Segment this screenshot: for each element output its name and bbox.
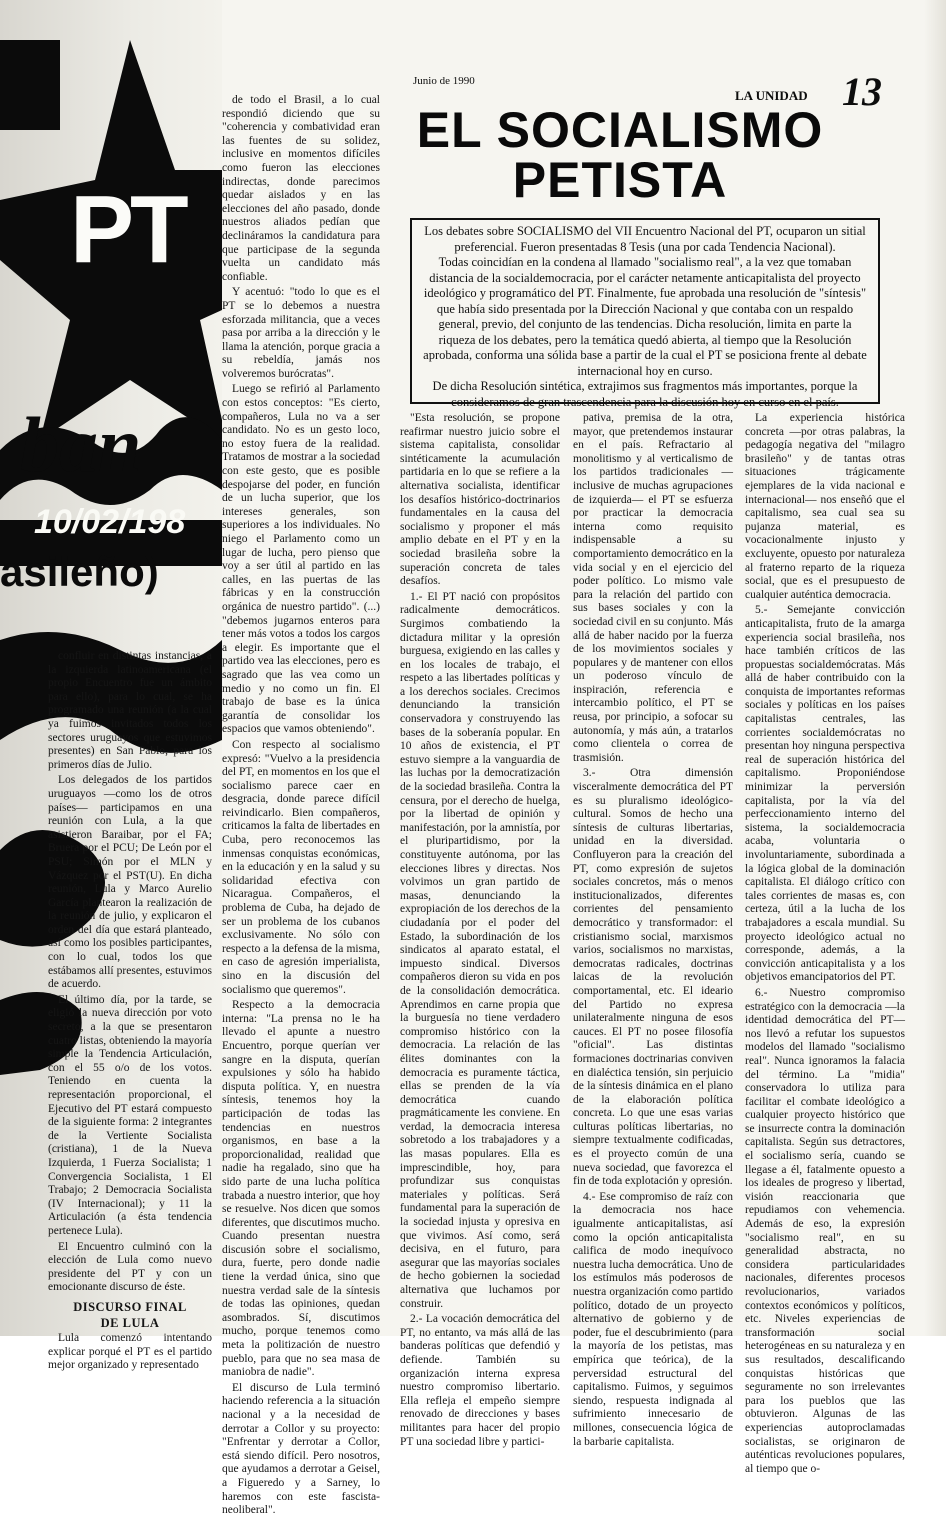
paragraph: 2.- La vocación democrática del PT, no entanto, va más allá de las banderas políticas que defendió y defiende. También su organización interna expresa nuestro compromiso libertario. Ella refleja el empeño siempre renovado de direcciones y bases militantes para hacer del propio PT una sociedad libre y partici- xyxy=(400,1313,560,1448)
paragraph: 5.- Semejante convicción anticapitalista, fruto de la amarga experiencia social brasileña, nos hace también críticos de las propuestas socialdemócratas. Más allá de haber contribuido con la conquista de importantes reformas sociales y políticas en los países capitalistas centrales, las corrientes socialdemócratas no presentan hoy ninguna perspectiva real de superación histórica del capitalismo. Proponiéndose minimizar la perversión capitalista, por la vía del perfeccionamiento interno del sistema, la socialdemocracia acaba, voluntaria o involuntariamente, subordinada a la lógica global de la dominación capitalista. El diálogo crítico con tales corrientes de masas es, con certeza, útil a la lucha de los trabajadores a escala mundial. Su proyecto ideológico actual no corresponde, además, a la convicción anticapitalista y a los objetivos emancipatorios del PT. xyxy=(745,604,905,984)
subhead-name: DE LULA xyxy=(100,1315,160,1330)
poster-date: 10/02/198 xyxy=(34,503,186,541)
column-left-top xyxy=(222,94,380,1517)
subhead-title: DISCURSO FINAL xyxy=(73,1299,187,1314)
headline-line-2: PETISTA xyxy=(512,152,728,208)
column-left-bottom xyxy=(48,650,212,1372)
publication-name: LA UNIDAD xyxy=(735,88,808,103)
paragraph: 3.- Otra dimensión visceralmente democrática del PT es su pluralismo ideológico-cultural. Somos de hecho una síntesis de culturas libertarias, unidad en la diversidad. Confluyeron para la creación del PT, como expresión de sujetos sociales concretos, más o menos institucionalizados, diferentes corrientes del pensamiento democrático y transformador: el cristianismo social, marxismos varios, socialismos no marxistas, democratas radicales, doctrinas laicas de la revolución comportamental, etc. El ideario del Partido no expresa unilateralmente ninguna de esos cauces. El PT no posee filosofía "oficial". Las distintas formaciones doctrinarias conviven en dialéctica tensión, sin perjuicio de la síntesis dinámica en el plano de la elaboración política concreta. Lo que une esas varias culturas políticas libertarias, no siempre textualmente codificadas, es el proyecto común de una nueva sociedad, que favorezca el fin de toda explotación y opresión. xyxy=(573,767,733,1188)
column-left-continued xyxy=(222,654,380,1314)
paragraph: Y acentuó: "todo lo que es el PT se lo debemos a nuestra esforzada militancia, que a veces pasa por arriba a la dirección y le llama la atención, porque gracia a su rebeldía, jamás nos volveremos burócratas". xyxy=(222,286,380,380)
issue-date: Junio de 1990 xyxy=(413,75,475,87)
paragraph: Con respecto al socialismo expresó: "Vuelvo a la presidencia del PT, en momentos en los que el socialismo parece caer en desgracia, donde parece difícil reivindicarlo. Bien compañeros, criticamos la falta de libertades en Cuba, pero reconocemos las inmensas conquistas económicas, en la educación y en la salud y su solidaridad efectiva con Nicaragua. Compañeros, el problema de Cuba, ha dejado de ser un problema de los cubanos exclusivamente. No sólo con respecto a la defensa de la misma, en caso de agresión imperialista, sino en la discusión del socialismo que queremos". xyxy=(222,738,380,996)
paragraph: El Encuentro culminó con la elección de Lula como nuevo presidente del PT y con un emocionante discurso de éste. xyxy=(48,1240,212,1294)
paragraph: confluir en distintas instancias, a la izquierda latinoamericana (el propio Encuentro fue un ámbito para ello), para lo cual, se ha programado una reunión (a la cual ya fuimos invitados todos los sectores uruguayos que estuvimos presentes) en San Pablo, para los primeros días de Julio. xyxy=(48,650,212,771)
article-column-3 xyxy=(745,412,905,1475)
intro-paragraph: Todas coincidían en la condena al llamado "socialismo real", a la vez que tomaban distancia de la socialdemocracia, por el carácter netamente anticapitalista del proyecto ideológico y programático del PT. Finalmente, fue aprobada una resolución de "síntesis" que había sido presentada por la Dirección Nacional y que contaba con un respaldo general, previo, del conjunto de las tendencias. Dicha resolución, limita en parte la riqueza de los debates, pero la temática quedó abierta, al tiempo que la Resolución aprobada, conforma una sólida base a partir de la cual el PT se posiciona frente al debate internacional hoy en curso. xyxy=(423,255,867,378)
page-number: 13 xyxy=(842,69,882,114)
page-edge xyxy=(924,0,946,1336)
article-column-1 xyxy=(400,412,560,1448)
paragraph: pativa, premisa de la otra, mayor, que pretendemos instaurar en el país. Refractario al monolitismo y al verticalismo de los partidos tradicionales —inclusive de muchas agrupaciones de izquierda— el PT se esfuerza por practicar la democracia interna como requisito indispensable a su comportamiento democrático en la vida social y en el ejercicio del poder político. Lo mismo vale para la relación del partido con sus bases sociales y con la sociedad civil en su conjunto. Más allá de haber nacido por la fuerza de los movimientos sociales y populares y de mantener con ellos un poderoso vínculo de inspiración, referencia e intercambio político, el PT se reusa, por principio, a sofocar su autonomía, y más aún, a tratarlos como clientela o correa de trasmisión. xyxy=(573,412,733,764)
intro-paragraph: Los debates sobre SOCIALISMO del VII Encuentro Nacional del PT, ocuparon un sitial preferencial. Fueron presentadas 8 Tesis (una por cada Tendencia Nacional). xyxy=(424,224,866,254)
article-column-2 xyxy=(573,412,733,1448)
headline-line-1: EL SOCIALISMO xyxy=(416,102,824,158)
paragraph: Respecto a la democracia interna: "La prensa no le ha llevado el apunte a nuestro Encuentro, porque querían ver sangre en la disputa, querían expulsiones y sólo ha habido disputa política. Y, en nuestra síntesis, tenemos hoy la participación de todas las tendencias en nuestros organismos, en base a la proporcionalidad, realidad que nadie ha regalado, sino que ha sido parte de una lucha política trabada a nuestro interior, que hoy se resuelve. Nos dicen que somos diferentes, que discutimos mucho. Cuando presentan nuestra discusión sobre el socialismo, dura, fuerte, pero donde nadie tiene la verdad única, sino que nuestra verdad sale de la síntesis de todas las opiniones, quedan asombrados. Sí, discutimos mucho, porque tenemos como meta la politización de nuestro pueblo, para que no sea masa de maniobra de nadie". xyxy=(222,999,380,1379)
paragraph: El último día, por la tarde, se eligió la nueva dirección por voto secreto, a la que se presentaron cuatro listas, obteniendo la mayoría simple la Tendencia Articulación, con el 55 o/o de los votos. Teniendo en cuenta la representación proporcional, el Ejecutivo del PT estará compuesto de la siguiente forma: 2 integrantes de la Vertiente Socialista (cristiana), 1 de la Nueva Izquierda, 1 Fuerza Socialista; 1 Convergencia Socialista, 1 El Trabajo; 2 Democracia Socialista (IV Internacional); y 11 la Articulación (a ésta tendencia pertenece Lula). xyxy=(48,993,212,1237)
paragraph: Los delegados de los partidos uruguayos —como los de otros países— participamos en una reunión con Lula, a la que asistieron Baraibar, por el FA; Bruera por el PCU; De León por el PSU; Simón por el MLN y Vázquez por el PST(U). En dicha reunión, Lula y Marco Aurelio García plantearon la realización de la reunión de julio, y explicaron el orden del día que estará planteado, así como los posibles participantes, con lo cual, todos los que estábamos allí presentes, estuvimos de acuerdo. xyxy=(48,774,212,991)
intro-paragraph: De dicha Resolución sintética, extrajimos sus fragmentos más importantes, porque la consideramos de gran trascendencia para la discusión hoy en curso en el país. xyxy=(432,379,858,409)
paragraph: 1.- El PT nació con propósitos radicalmente democráticos. Surgimos combatiendo la dictadura militar y la opresión burguesa, exigiendo en las calles y en los locales de trabajo, el respeto a las libertades políticas y a los derechos sociales. Crecimos denunciando la transición conservadora y construyendo las bases de la soberanía popular. En 10 años de existencia, el PT estuvo siempre a la vanguardia de las luchas por la democratización de la sociedad brasileña. Contra la censura, por el derecho de huelga, por la libertad de opinión y manifestación, por la amnistía, por el pluripartidismo, por la constituyente autónoma, por las elecciones libres y directas. Nos volvimos un gran partido de masas, denunciando la expropiación de los derechos de la ciudadanía por el poder del Estado, la subordinación de los sindicatos al aparato estatal, el impuesto sindical. Diversos compañeros dieron su vida en pos de la consolidación democrática. Aprendimos en carne propia que la burguesía no tiene verdadero compromiso histórico con la democracia. La relación de las élites dominantes con la democracia es puramente táctica, ellas se prenden de la vía democrática cuando pragmáticamente les conviene. En verdad, la democracia interesa sobretodo a los trabajadores y a las masas populares. Ella es imprescindible, hoy, para profundizar sus conquistas materiales y políticas. Será fundamental para la superación de la sociedad injusta y opresiva en que vivimos. Así como, será decisiva, en el futuro, para asegurar que las mayorías sociales de hecho gobiernen la sociedad alternativa que luchamos por construir. xyxy=(400,590,560,1310)
paragraph: El discurso de Lula terminó haciendo referencia a la situación nacional y a la necesidad de derrotar a Collor y su proyecto: "Enfrentar y derrotar a Collor, está siendo difícil. Pero nosotros, que ayudamos a derrotar a Geisel, a Figueredo y a Sarney, lo haremos con este fascista-neoliberal". xyxy=(222,1381,380,1517)
poster-slogan: ban xyxy=(20,401,142,488)
paragraph: Lula comenzó intentando explicar porqué el PT es el partido mejor organizado y representado xyxy=(48,1332,212,1372)
paragraph: de todo el Brasil, a lo cual respondió diciendo que su "coherencia y combatividad eran las fuentes de su solidez, inclusive en momentos difíciles como fueron las elecciones indirectas, donde parecimos quedar aislados y en las elecciones del año pasado, donde nuestros aliados pedían que declináramos la candidatura para que participase de la segunda vuelta un candidato más confiable. xyxy=(222,94,380,283)
intro-box xyxy=(410,218,880,409)
pt-logo-text: PT xyxy=(70,176,185,283)
paragraph: 6.- Nuestro compromiso estratégico con la democracia —la identidad democrática del PT— nos llevó a refutar los supuestos modelos del llamado "socialismo real". Nunca ignoramos la falacia del término. La "midia" conservadora lo utiliza para facilitar el combate ideológico a cualquier proyecto histórico que se insurrecte contra la dominación capitalista. Según sus detractores, el socialismo sería, cuando se llegase a él, fatalmente opuesto a los ideales de progreso y libertad, visión reaccionaria que repudiamos con vehemencia. Además de eso, la expresión "socialismo real", en su generalidad abstracta, no considera particularidades nacionales, diferentes procesos revolucionarios, variados contextos económicos y políticos, etc. Niveles experiencias de transformación social heterogéneas en su naturaleza y en sus resultados, descalificando conquistas históricas que seguramente no son irrelevantes para los pueblos que las obtuvieron. Algunas de las experiencias autoproclamadas socialistas, se originaron de auténticas revoluciones populares, al tiempo que o- xyxy=(745,986,905,1475)
paragraph: "Esta resolución, se propone reafirmar nuestro juicio sobre el sistema capitalista, consolidar sintéticamente la acumulación partidaria en lo que se refiere a la alternativa socialista, identificar los desafíos histórico-doctrinarios fundamentales en la causa del socialismo y proponer el más amplio debate en el PT y en la sociedad brasileña sobre la superación concreta de tales desafíos. xyxy=(400,412,560,588)
paragraph: Luego se refirió al Parlamento con estos conceptos: "Es cierto, compañeros, Lula no va a ser candidato. No es un gesto loco, no estoy fuera de la realidad. Tratamos de mostrar a la sociedad con este gesto, que es posible despojarse del poder, en función de un lucha superior, que los intereses generales, son superiores a los individuales. No niego el Parlamento como un lugar de lucha, pero pienso que voy a ser útil al partido en las calles, en las puertas de las fábricas y en la construcción orgánica de nuestro partido". (...) "debemos jugarnos enteros para tener más votos a todos los cargos a elegir. Es importante que el partido vea las elecciones, pero es sagrado que las vea como un medio y no como un fin. El trabajo de base es la única garantía de consolidar los espacios que vamos obteniendo". xyxy=(222,383,380,736)
paragraph: La experiencia histórica concreta —por otras palabras, la pedagogía negativa del "milagro brasileño" y de tantas otras situaciones trágicamente ejemplares de la vida nacional e internacional— nos enseñó que el capitalismo, sea cual sea su pujanza material, es vocacionalmente injusto y excluyente, opuesto por naturaleza al fraterno reparto de la riqueza social, que es el presupuesto de cualquier auténtica democracia. xyxy=(745,412,905,601)
poster-word: asileño) xyxy=(0,548,159,595)
paragraph: 4.- Ese compromiso de raíz con la democracia nos hace igualmente anticapitalistas, así como la opción anticapitalista califica de modo inequívoco nuestra lucha democrática. Uno de los estímulos más poderosos de nuestra organización como partido político, dotado de un proyecto alternativo de gobierno y de poder, fue el descubrimiento (para la mayoría de los petistas, mas empírica que teórica), de la perversidad estructural del capitalismo. Fuimos, y seguimos siendo, respuesta indignada al sufrimiento innecesario de millones, consecuencia lógica de la barbarie capitalista. xyxy=(573,1190,733,1448)
